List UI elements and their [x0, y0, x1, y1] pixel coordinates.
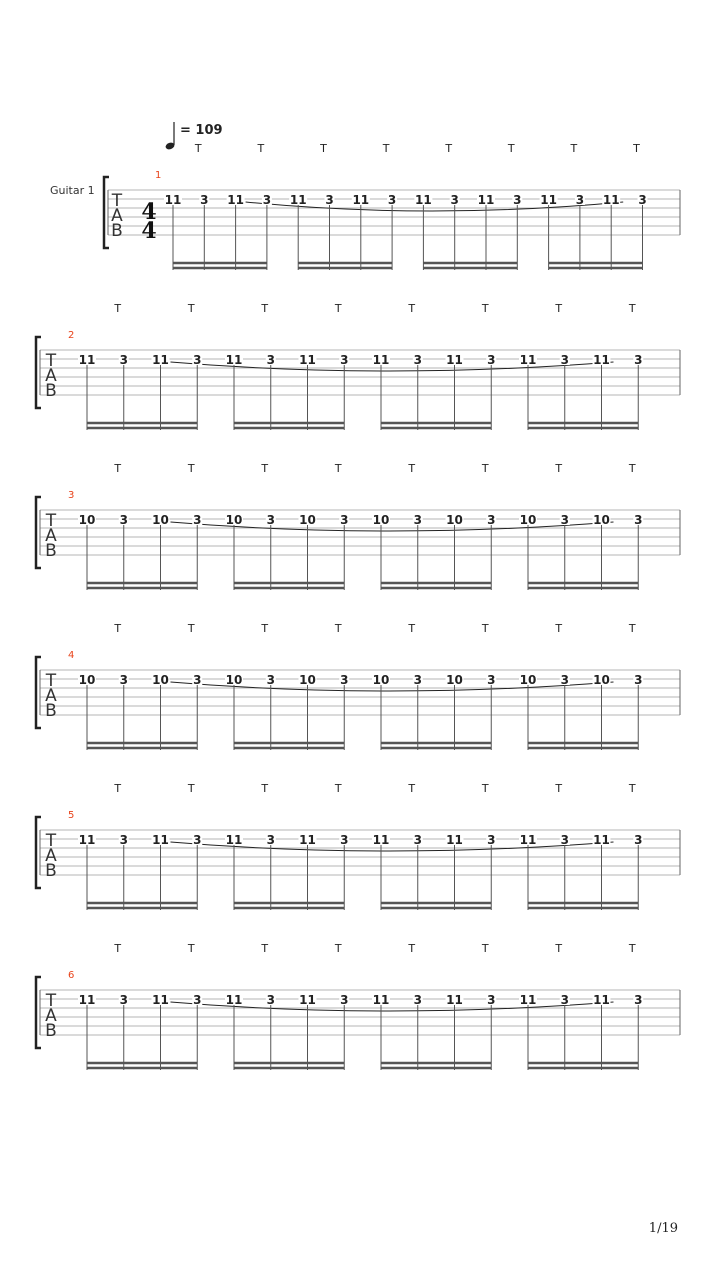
score-header [50, 122, 223, 197]
fret-number: 11 [78, 833, 96, 847]
beam [87, 1062, 197, 1065]
tab-clef-letter: T [45, 991, 57, 1011]
fret-number: 3 [487, 513, 496, 527]
fret-number: 3 [634, 833, 643, 847]
beam [87, 582, 197, 585]
time-signature-bottom: 4 [141, 218, 157, 244]
fret-number: 11 [225, 833, 243, 847]
beam [87, 747, 197, 750]
fret-number: 10 [372, 513, 390, 527]
fret-number: 3 [340, 353, 349, 367]
tap-marker: T [334, 782, 342, 795]
beam [298, 262, 392, 265]
beam [87, 587, 197, 590]
fret-number: 10 [299, 673, 316, 687]
tab-system [36, 942, 680, 1070]
fret-number: 10 [519, 513, 537, 527]
beam [528, 742, 638, 745]
tap-marker: T [257, 142, 265, 155]
beam [381, 742, 491, 745]
beam [234, 1067, 344, 1070]
beam [87, 427, 197, 430]
beam [381, 1062, 491, 1065]
quarter-note-icon [165, 122, 176, 151]
tap-marker: T [481, 302, 489, 315]
fret-number: 11 [164, 193, 182, 207]
fret-number: 10 [446, 513, 463, 527]
tab-system [36, 302, 680, 430]
fret-number: 3 [634, 993, 643, 1007]
tap-marker: T [408, 782, 416, 795]
beam [381, 1067, 491, 1070]
fret-number: 11 [519, 993, 537, 1007]
fret-number: 10 [225, 673, 243, 687]
fret-number: 3 [340, 993, 349, 1007]
beam [381, 422, 491, 425]
fret-number: 3 [193, 833, 202, 847]
fret-number: 3 [119, 513, 128, 527]
tap-marker: T [555, 782, 563, 795]
tap-marker: T [187, 462, 195, 475]
tap-marker: T [261, 942, 269, 955]
fret-number: 3 [413, 353, 422, 367]
beam [234, 587, 344, 590]
tap-marker: T [382, 142, 390, 155]
beam [298, 267, 392, 270]
tap-marker: T [555, 622, 563, 635]
beam [381, 902, 491, 905]
tab-clef-letter: A [45, 526, 57, 546]
tap-marker: T [507, 142, 515, 155]
fret-number: 3 [266, 673, 275, 687]
beam [173, 262, 267, 265]
fret-number: 11 [446, 353, 463, 367]
tab-systems [36, 142, 680, 1070]
fret-number: 3 [413, 513, 422, 527]
tap-marker: T [408, 622, 416, 635]
fret-number: 3 [413, 673, 422, 687]
fret-number: 3 [266, 353, 275, 367]
fret-number: 3 [262, 193, 272, 207]
beam [87, 902, 197, 905]
tab-clef-letter: A [45, 1006, 57, 1026]
tap-marker: T [261, 462, 269, 475]
tap-marker: T [114, 462, 122, 475]
tap-marker: T [633, 142, 640, 155]
beam [234, 1062, 344, 1065]
tab-clef-letter: A [45, 366, 57, 386]
tab-clef-letter: T [45, 671, 57, 691]
beam [381, 587, 491, 590]
fret-number: 3 [487, 993, 496, 1007]
time-signature-top: 4 [141, 199, 157, 225]
fret-number: 3 [560, 993, 569, 1007]
beam [528, 582, 638, 585]
tap-marker: T [555, 302, 563, 315]
fret-number: 11 [372, 833, 390, 847]
beam [87, 742, 197, 745]
tap-marker: T [194, 142, 202, 155]
beam [423, 262, 517, 265]
fret-number: 3 [513, 193, 522, 207]
fret-number: 3 [634, 673, 643, 687]
fret-number: 11 [602, 193, 620, 207]
tap-marker: T [555, 462, 563, 475]
tap-marker: T [481, 462, 489, 475]
fret-number: 3 [119, 353, 128, 367]
tap-marker: T [555, 942, 563, 955]
fret-number: 3 [413, 833, 422, 847]
fret-number: 3 [638, 193, 647, 207]
tap-marker: T [187, 782, 195, 795]
fret-number: 3 [119, 673, 128, 687]
fret-number: 3 [119, 833, 128, 847]
fret-number: 3 [200, 193, 209, 207]
beam [549, 267, 643, 270]
fret-number: 3 [387, 193, 397, 207]
fret-number: 11 [593, 993, 610, 1007]
fret-number: 3 [450, 193, 459, 207]
tap-marker: T [334, 302, 342, 315]
beam [381, 427, 491, 430]
fret-number: 3 [266, 993, 275, 1007]
tab-clef-letter: A [45, 846, 57, 866]
tab-clef-letter: A [45, 686, 57, 706]
fret-number: 10 [446, 673, 463, 687]
tap-marker: T [114, 622, 122, 635]
fret-number: 3 [575, 193, 585, 207]
fret-number: 3 [266, 513, 275, 527]
fret-number: 11 [78, 353, 96, 367]
fret-number: 10 [152, 673, 169, 687]
tempo-marking: = 109 [180, 123, 223, 138]
fret-number: 11 [225, 353, 243, 367]
beam [173, 267, 267, 270]
fret-number: 10 [593, 673, 610, 687]
measure-number: 1 [155, 170, 162, 181]
tap-marker: T [481, 622, 489, 635]
fret-number: 3 [340, 833, 349, 847]
fret-number: 3 [119, 993, 128, 1007]
beam [87, 422, 197, 425]
beam [549, 262, 643, 265]
tab-system [36, 782, 680, 910]
measure-number: 2 [68, 330, 75, 341]
tap-marker: T [628, 302, 636, 315]
fret-number: 11 [446, 993, 463, 1007]
fret-number: 11 [593, 833, 610, 847]
fret-number: 3 [340, 513, 349, 527]
fret-number: 11 [477, 193, 495, 207]
fret-number: 11 [372, 353, 390, 367]
fret-number: 3 [193, 993, 202, 1007]
tab-clef-letter: T [45, 831, 57, 851]
tab-clef-letter: T [45, 511, 57, 531]
tab-system [36, 622, 680, 750]
measure-number: 3 [68, 490, 75, 501]
fret-number: 11 [227, 193, 244, 207]
fret-number: 10 [152, 513, 169, 527]
fret-number: 11 [299, 353, 316, 367]
beam [423, 267, 517, 270]
tap-marker: T [320, 142, 327, 155]
beam [528, 427, 638, 430]
fret-number: 11 [152, 353, 169, 367]
fret-number: 11 [519, 353, 537, 367]
tap-marker: T [628, 942, 636, 955]
tab-system [36, 462, 680, 590]
tap-marker: T [628, 622, 636, 635]
tap-marker: T [334, 622, 342, 635]
fret-number: 11 [299, 993, 316, 1007]
tap-marker: T [114, 782, 122, 795]
measure-number: 4 [68, 650, 75, 661]
beam [528, 907, 638, 910]
fret-number: 11 [152, 833, 169, 847]
tab-clef-letter: B [45, 701, 57, 721]
tap-marker: T [408, 302, 416, 315]
tap-marker: T [628, 462, 636, 475]
tap-marker: T [114, 302, 122, 315]
fret-number: 3 [266, 833, 275, 847]
fret-number: 3 [487, 353, 496, 367]
tap-marker: T [481, 942, 489, 955]
tap-marker: T [408, 462, 416, 475]
fret-number: 3 [193, 513, 202, 527]
fret-number: 3 [560, 513, 569, 527]
tab-clef-letter: B [45, 1021, 57, 1041]
beam [528, 422, 638, 425]
beam [234, 422, 344, 425]
fret-number: 11 [519, 833, 537, 847]
fret-number: 11 [415, 193, 432, 207]
tab-clef-letter: A [111, 206, 123, 226]
tap-marker: T [408, 942, 416, 955]
tab-clef-letter: B [45, 381, 57, 401]
tab-clef-letter: B [111, 221, 123, 241]
fret-number: 10 [593, 513, 610, 527]
tap-marker: T [334, 462, 342, 475]
beam [87, 1067, 197, 1070]
fret-number: 11 [225, 993, 243, 1007]
fret-number: 3 [560, 353, 569, 367]
tap-marker: T [187, 302, 195, 315]
tap-marker: T [187, 942, 195, 955]
beam [528, 1067, 638, 1070]
tab-clef-letter: B [45, 861, 57, 881]
tap-marker: T [187, 622, 195, 635]
fret-number: 3 [487, 833, 496, 847]
measure-number: 5 [68, 810, 75, 821]
beam [87, 907, 197, 910]
beam [234, 747, 344, 750]
beam [381, 747, 491, 750]
tap-marker: T [570, 142, 578, 155]
tap-marker: T [114, 942, 122, 955]
instrument-name: Guitar 1 [50, 184, 95, 197]
fret-number: 11 [78, 993, 96, 1007]
beam [381, 907, 491, 910]
beam [234, 742, 344, 745]
beam [234, 582, 344, 585]
fret-number: 11 [593, 353, 610, 367]
beam [528, 587, 638, 590]
tap-marker: T [334, 942, 342, 955]
fret-number: 10 [519, 673, 537, 687]
tab-clef-letter: T [45, 351, 57, 371]
fret-number: 11 [289, 193, 307, 207]
fret-number: 10 [225, 513, 243, 527]
beam [528, 747, 638, 750]
fret-number: 3 [413, 993, 422, 1007]
page-number: 1/19 [648, 1221, 678, 1236]
fret-number: 3 [487, 673, 496, 687]
fret-number: 3 [193, 673, 202, 687]
fret-number: 3 [560, 673, 569, 687]
fret-number: 10 [372, 673, 390, 687]
tap-marker: T [445, 142, 453, 155]
fret-number: 3 [634, 513, 643, 527]
measure-number: 6 [68, 970, 75, 981]
fret-number: 3 [634, 353, 643, 367]
tap-marker: T [628, 782, 636, 795]
beam [528, 902, 638, 905]
tap-marker: T [481, 782, 489, 795]
tab-clef-letter: B [45, 541, 57, 561]
fret-number: 11 [152, 993, 169, 1007]
beam [234, 902, 344, 905]
beam [381, 582, 491, 585]
tap-marker: T [261, 302, 269, 315]
fret-number: 3 [193, 353, 202, 367]
fret-number: 3 [340, 673, 349, 687]
tab-clef-letter: T [111, 191, 123, 211]
fret-number: 11 [372, 993, 390, 1007]
fret-number: 10 [78, 513, 96, 527]
beam [528, 1062, 638, 1065]
fret-number: 11 [352, 193, 370, 207]
fret-number: 3 [325, 193, 334, 207]
fret-number: 10 [78, 673, 96, 687]
beam [234, 427, 344, 430]
tab-system [104, 142, 680, 270]
fret-number: 10 [299, 513, 316, 527]
fret-number: 3 [560, 833, 569, 847]
fret-number: 11 [540, 193, 557, 207]
tap-marker: T [261, 622, 269, 635]
beam [234, 907, 344, 910]
tap-marker: T [261, 782, 269, 795]
fret-number: 11 [446, 833, 463, 847]
fret-number: 11 [299, 833, 316, 847]
